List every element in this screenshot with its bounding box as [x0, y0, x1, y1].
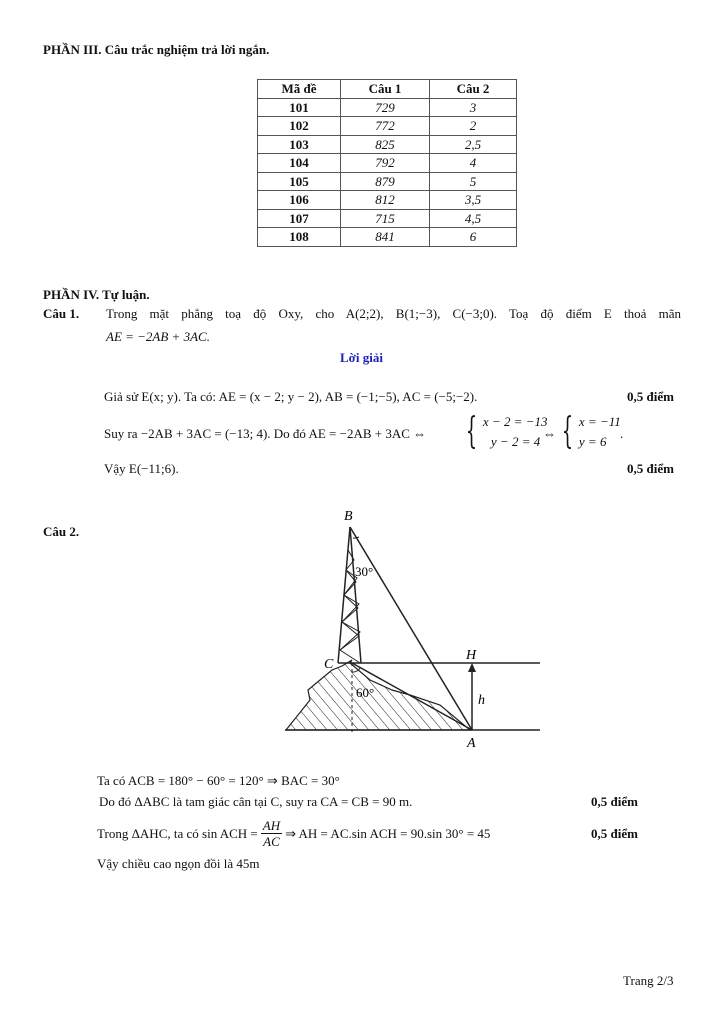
- answer-cell: 825: [341, 135, 430, 154]
- answer-cell: 4,5: [430, 209, 517, 228]
- answer-cell: 4: [430, 154, 517, 173]
- exam-code-cell: 107: [258, 209, 341, 228]
- line3-text-b: ⇒ AH = AC.sin ACH = 90.sin 30° = 45: [285, 825, 491, 841]
- exam-code-cell: 101: [258, 98, 341, 117]
- label-B: B: [344, 509, 353, 524]
- arrowhead-icon: [468, 663, 476, 672]
- table-row: [258, 191, 517, 210]
- answer-cell: 792: [341, 154, 430, 173]
- score-label: 0,5 điểm: [627, 389, 674, 404]
- q2-solution-line3: [97, 818, 490, 849]
- q2-label: Câu 2.: [43, 524, 80, 539]
- q1-solution-line1: Giả sử E(x; y). Ta có: AE = (x − 2; y − 2), AB = (−1;−5), AC = (−5;−2).: [104, 389, 478, 404]
- exam-code-cell: 108: [258, 228, 341, 247]
- solution-title: Lời giải: [340, 350, 383, 365]
- q1-solution-line3: Vậy E(−11;6).: [104, 461, 179, 476]
- answer-cell: 879: [341, 172, 430, 191]
- system-eq: y = 6: [578, 434, 607, 449]
- score-label: 0,5 điểm: [591, 794, 638, 809]
- table-row: [258, 172, 517, 191]
- q1-statement: Trong mặt phẳng toạ độ Oxy, cho A(2;2), B(1;−3), C(−3;0). Toạ độ điểm E thoả mãn: [106, 306, 681, 321]
- q1-solution-line2: Suy ra −2AB + 3AC = (−13; 4). Do đó AE = −2AB + 3AC ⇔: [104, 426, 427, 441]
- equation-system-2: [556, 411, 624, 452]
- answer-cell: 729: [341, 98, 430, 117]
- tower-right-edge: [350, 527, 361, 663]
- q2-conclusion: Vậy chiều cao ngọn đồi là 45m: [97, 856, 260, 871]
- part4-heading: PHẦN IV. Tự luận.: [43, 287, 150, 302]
- table-row: [258, 135, 517, 154]
- label-h: h: [478, 693, 485, 708]
- exam-code-cell: 104: [258, 154, 341, 173]
- period: .: [620, 426, 624, 441]
- col-header: Mã đề: [258, 80, 341, 99]
- answer-cell: 812: [341, 191, 430, 210]
- angle-label-30: 30°: [355, 564, 374, 579]
- answer-cell: 5: [430, 172, 517, 191]
- hill-shape: [286, 660, 470, 730]
- answer-cell: 715: [341, 209, 430, 228]
- exam-code-cell: 102: [258, 117, 341, 136]
- answer-cell: 841: [341, 228, 430, 247]
- equation-system-1: [460, 412, 548, 452]
- table-row: [258, 154, 517, 173]
- table-row: [258, 117, 517, 136]
- table-header-row: [258, 80, 517, 99]
- answer-cell: 2,5: [430, 135, 517, 154]
- equivalence-arrow: ⇔: [543, 426, 556, 441]
- exam-code-cell: 105: [258, 172, 341, 191]
- fraction-numerator: AH: [262, 818, 281, 833]
- answer-cell: 3: [430, 98, 517, 117]
- q1-statement-equation: AE = −2AB + 3AC.: [106, 329, 210, 344]
- brace-icon: {: [465, 411, 478, 452]
- answer-cell: 2: [430, 117, 517, 136]
- line3-text-a: Trong ΔAHC, ta có sin ACH =: [97, 825, 258, 841]
- label-C: C: [324, 657, 334, 672]
- brace-icon: {: [561, 411, 574, 452]
- fraction: [261, 818, 282, 849]
- system-eq: x = −11: [578, 414, 621, 429]
- score-label: 0,5 điểm: [627, 461, 674, 476]
- hill-tower-figure: [280, 500, 540, 750]
- system-eq: x − 2 = −13: [482, 414, 548, 429]
- col-header: Câu 1: [341, 80, 430, 99]
- answer-cell: 3,5: [430, 191, 517, 210]
- q1-label: Câu 1.: [43, 306, 80, 321]
- score-label: 0,5 điểm: [591, 826, 638, 841]
- angle-label-60: 60°: [356, 685, 375, 700]
- q2-solution-line2: Do đó ΔABC là tam giác cân tại C, suy ra CA = CB = 90 m.: [99, 794, 413, 809]
- table-row: [258, 209, 517, 228]
- label-H: H: [466, 648, 477, 663]
- answer-cell: 6: [430, 228, 517, 247]
- table-row: [258, 228, 517, 247]
- answer-cell: 772: [341, 117, 430, 136]
- label-A: A: [467, 736, 476, 750]
- exam-code-cell: 103: [258, 135, 341, 154]
- q2-solution-line1: Ta có ACB = 180° − 60° = 120° ⇒ BAC = 30°: [97, 773, 340, 788]
- page-number: Trang 2/3: [623, 973, 674, 988]
- part3-heading: PHẦN III. Câu trắc nghiệm trả lời ngắn.: [43, 42, 270, 57]
- exam-code-cell: 106: [258, 191, 341, 210]
- system-eq: y − 2 = 4: [490, 434, 541, 449]
- col-header: Câu 2: [430, 80, 517, 99]
- fraction-denominator: AC: [263, 834, 280, 849]
- table-row: [258, 98, 517, 117]
- answer-table: [257, 79, 517, 247]
